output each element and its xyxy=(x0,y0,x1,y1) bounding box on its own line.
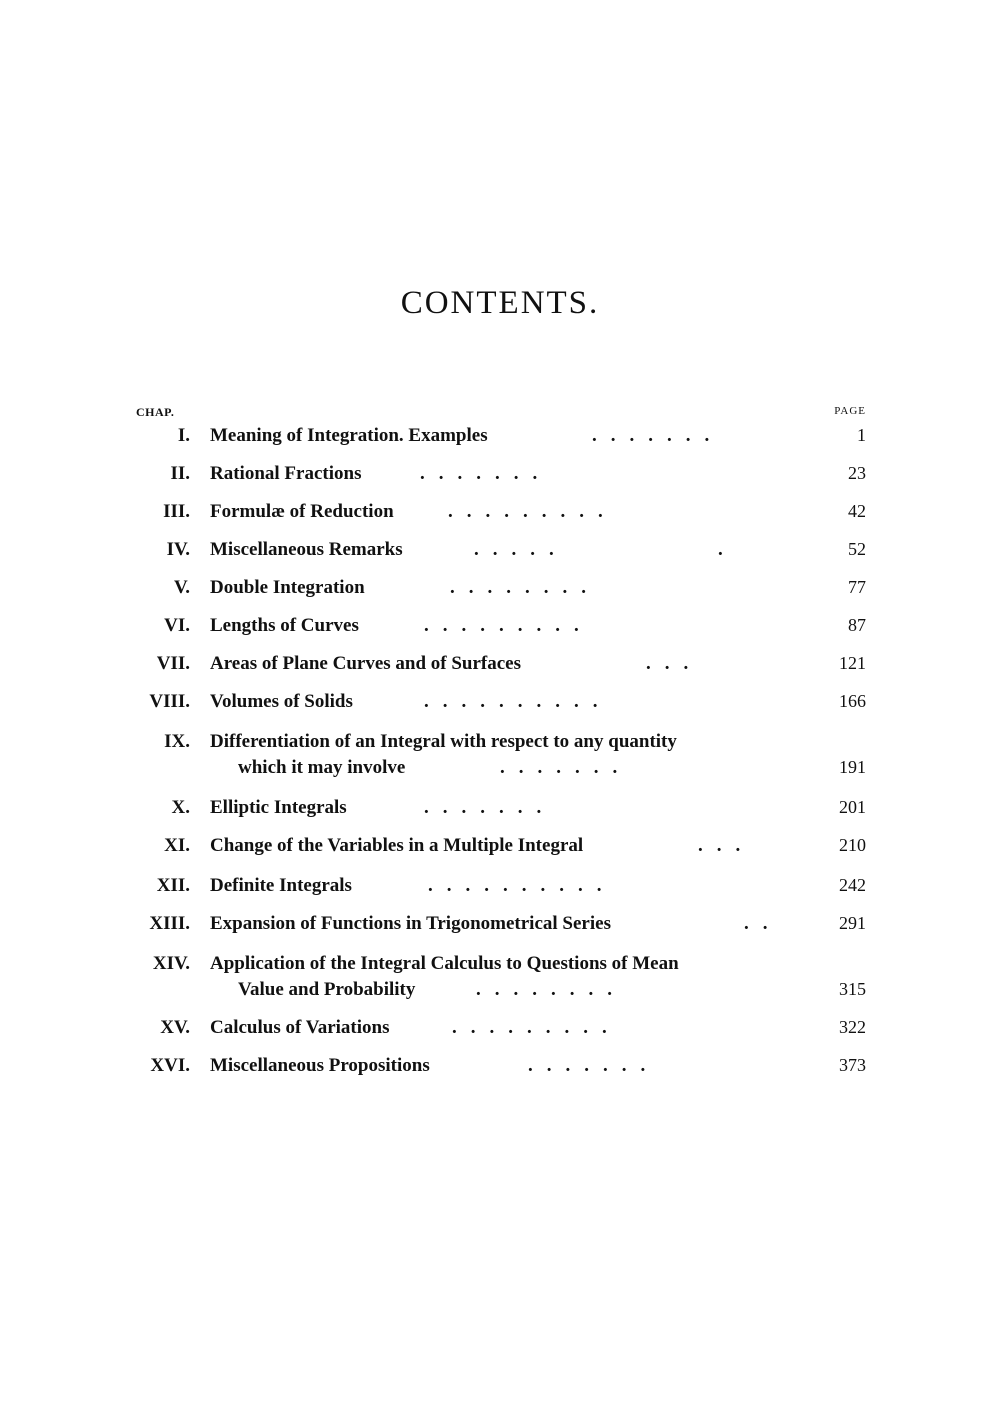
chapter-number: VII. xyxy=(156,653,190,674)
chapter-title: Change of the Variables in a Multiple Integral xyxy=(210,835,584,856)
dot-leader: ....... xyxy=(424,797,556,818)
dot-leader: .......... xyxy=(424,691,612,712)
chapter-column-header: CHAP. xyxy=(136,405,175,419)
chapter-title: Calculus of Variations xyxy=(210,1017,390,1038)
page-number: 191 xyxy=(839,757,866,777)
chapter-number: VIII. xyxy=(149,691,190,712)
dot-leader: ........ xyxy=(476,979,626,1000)
chapter-title: Lengths of Curves xyxy=(210,615,359,636)
dot-leader: ....... xyxy=(528,1055,660,1076)
page-number: 52 xyxy=(848,539,866,559)
chapter-title: Areas of Plane Curves and of Surfaces xyxy=(210,653,522,674)
chapter-number: XVI. xyxy=(150,1055,190,1076)
chapter-title: Application of the Integral Calculus to Questions of Mean xyxy=(210,953,679,974)
chapter-number: XV. xyxy=(160,1017,190,1038)
page-number: 77 xyxy=(848,577,866,597)
chapter-number: XI. xyxy=(164,835,190,856)
chapter-title: Differentiation of an Integral with respect to any quantity xyxy=(210,731,677,752)
page-number: 291 xyxy=(839,913,866,933)
dot-leader: .......... xyxy=(428,875,616,896)
dot-leader: ......... xyxy=(424,615,593,636)
page-number: 1 xyxy=(857,425,866,445)
chapter-number: V. xyxy=(173,577,190,598)
dot-leader: ... xyxy=(646,653,703,674)
page-number: 373 xyxy=(839,1055,866,1075)
dot-leader: ....... xyxy=(592,425,724,446)
chapter-title: Miscellaneous Propositions xyxy=(210,1055,430,1076)
dot-leader: . xyxy=(718,539,737,560)
page-number: 242 xyxy=(839,875,866,895)
chapter-number: IX. xyxy=(164,731,190,752)
page-number: 201 xyxy=(839,797,866,817)
chapter-title: Volumes of Solids xyxy=(210,691,353,712)
chapter-title: Definite Integrals xyxy=(210,875,352,896)
chapter-title-continuation: Value and Probability xyxy=(238,979,416,1000)
chapter-number: XIII. xyxy=(149,913,190,934)
page-column-header: PAGE xyxy=(834,405,866,417)
page-number: 121 xyxy=(839,653,866,673)
chapter-title: Double Integration xyxy=(210,577,365,598)
dot-leader: ........ xyxy=(450,577,600,598)
page-title: CONTENTS. xyxy=(400,285,600,321)
chapter-title: Elliptic Integrals xyxy=(210,797,347,818)
page-number: 42 xyxy=(848,501,866,521)
chapter-title: Formulæ of Reduction xyxy=(210,501,394,522)
chapter-title: Expansion of Functions in Trigonometrical Series xyxy=(210,913,611,934)
dot-leader: ....... xyxy=(420,463,552,484)
chapter-title-continuation: which it may involve xyxy=(238,757,406,778)
dot-leader: ......... xyxy=(452,1017,621,1038)
chapter-title: Miscellaneous Remarks xyxy=(210,539,403,560)
chapter-title: Meaning of Integration. Examples xyxy=(210,425,488,446)
chapter-number: IV. xyxy=(166,539,190,560)
page-number: 23 xyxy=(848,463,866,483)
chapter-number: XII. xyxy=(156,875,190,896)
dot-leader: ....... xyxy=(500,757,632,778)
page-number: 315 xyxy=(839,979,866,999)
page-number: 87 xyxy=(848,615,866,635)
page-number: 322 xyxy=(839,1017,866,1037)
chapter-number: XIV. xyxy=(152,953,190,974)
chapter-number: X. xyxy=(171,797,190,818)
dot-leader: ......... xyxy=(448,501,617,522)
dot-leader: ... xyxy=(698,835,755,856)
dot-leader: .. xyxy=(744,913,782,934)
page-number: 210 xyxy=(839,835,866,855)
dot-leader: ..... xyxy=(474,539,568,560)
chapter-number: I. xyxy=(177,425,190,446)
chapter-number: II. xyxy=(170,463,190,484)
chapter-title: Rational Fractions xyxy=(210,463,362,484)
page-number: 166 xyxy=(839,691,866,711)
chapter-number: III. xyxy=(163,501,190,522)
chapter-number: VI. xyxy=(164,615,190,636)
